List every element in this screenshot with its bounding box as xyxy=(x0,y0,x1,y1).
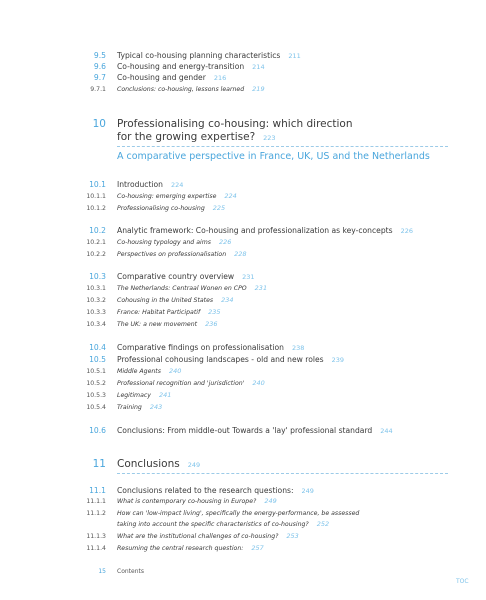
footer-page-number: 15 xyxy=(98,568,106,575)
page-number: 249 xyxy=(187,461,201,469)
title-text: Perspectives on professionalisation xyxy=(117,251,227,258)
title-text: Conclusions related to the research questions: xyxy=(117,486,294,495)
section-title xyxy=(117,309,221,317)
page-number: 216 xyxy=(213,74,227,82)
chapter-number: 10 xyxy=(92,118,106,130)
section-title xyxy=(117,343,304,353)
title-text: What are the institutional challenges of co-housing? xyxy=(117,533,279,540)
section-number: 9.7.1 xyxy=(90,86,106,93)
section-number: 10.2.2 xyxy=(86,251,106,258)
page-number: 240 xyxy=(168,367,182,375)
chapter-number: 11 xyxy=(92,458,106,470)
section-number: 10.1 xyxy=(89,180,106,189)
section-title xyxy=(117,73,226,83)
title-text: Professionalising co-housing xyxy=(117,205,205,212)
section-number: 10.1.2 xyxy=(86,205,106,212)
page-number: 238 xyxy=(291,344,305,352)
section-number: 11.1.2 xyxy=(86,510,106,517)
section-title xyxy=(117,205,225,213)
section-number: 10.6 xyxy=(89,426,106,435)
title-text: Conclusions: co-housing, lessons learned xyxy=(117,86,245,93)
section-number: 11.1.1 xyxy=(86,498,106,505)
page-number: 214 xyxy=(252,63,265,71)
section-title xyxy=(117,226,413,236)
title-text: Co-housing and energy-transition xyxy=(117,62,245,71)
title-text: Co-housing: emerging expertise xyxy=(117,193,217,200)
section-number: 10.2 xyxy=(89,226,106,235)
section-number: 10.4 xyxy=(89,343,106,352)
section-title xyxy=(117,251,247,259)
section-title xyxy=(117,297,234,305)
page-number: 224 xyxy=(171,181,184,189)
title-text: Introduction xyxy=(117,180,163,189)
title-text: Resuming the central research question: xyxy=(117,545,244,552)
title-text: Professional recognition and 'jurisdiction' xyxy=(117,380,245,387)
page-number: 253 xyxy=(286,532,299,540)
section-title xyxy=(117,272,255,282)
section-title xyxy=(117,285,267,293)
page-number: 252 xyxy=(316,520,330,528)
title-text: taking into account the specific characteristics of co-housing? xyxy=(117,521,309,528)
page-number: 239 xyxy=(331,356,345,364)
title-text: Analytic framework: Co-housing and professionalization as key-concepts xyxy=(117,226,393,235)
page-number: 226 xyxy=(218,238,232,246)
section-number: 10.3 xyxy=(89,272,106,281)
section-title xyxy=(117,510,359,517)
section-number: 10.3.3 xyxy=(86,309,106,316)
title-text: Professional cohousing landscapes - old and new roles xyxy=(117,355,324,364)
section-number: 10.5.2 xyxy=(86,380,106,387)
title-text: Cohousing in the United States xyxy=(117,297,214,304)
section-number: 11.1.3 xyxy=(86,533,106,540)
title-text: Comparative country overview xyxy=(117,272,235,281)
section-number: 10.3.4 xyxy=(86,321,106,328)
page-number: 211 xyxy=(288,52,301,60)
section-number: 10.5.3 xyxy=(86,392,106,399)
page-number: 249 xyxy=(301,487,314,495)
title-text: The Netherlands: Centraal Wonen en CPO xyxy=(117,285,247,292)
section-title xyxy=(117,404,162,412)
section-title xyxy=(117,392,171,400)
title-text: How can 'low-impact living', specifically the energy-performance, be assessed xyxy=(117,510,360,517)
section-number: 10.1.1 xyxy=(86,193,106,200)
title-text: Co-housing and gender xyxy=(117,73,206,82)
page-number: 257 xyxy=(251,544,264,552)
section-number: 10.3.1 xyxy=(86,285,106,292)
section-title xyxy=(117,355,344,365)
section-number: 11.1 xyxy=(89,486,106,495)
section-title xyxy=(117,521,329,529)
section-title xyxy=(117,86,265,94)
title-text: What is contemporary co-housing in Europe? xyxy=(117,498,257,505)
section-number: 9.5 xyxy=(93,51,106,60)
section-title xyxy=(117,498,277,506)
title-text: The UK: a new movement xyxy=(117,321,198,328)
chapter-divider xyxy=(117,146,448,147)
page-number: 234 xyxy=(221,296,234,304)
section-title xyxy=(117,533,299,541)
page-number: 240 xyxy=(252,379,265,387)
title-text: France: Habitat Participatif xyxy=(117,309,201,316)
page-number: 231 xyxy=(242,273,255,281)
footer-section: Contents xyxy=(117,568,144,575)
title-text: for the growing expertise? xyxy=(117,131,256,143)
title-text: Co-housing typology and aims xyxy=(117,239,211,246)
section-number: 9.6 xyxy=(93,62,106,71)
section-number: 10.2.1 xyxy=(86,239,106,246)
title-text: Conclusions xyxy=(117,458,180,470)
section-number: 10.5 xyxy=(89,355,106,364)
title-text: Legitimacy xyxy=(117,392,151,399)
title-text: Training xyxy=(117,404,142,411)
section-title xyxy=(117,62,265,72)
page-number: 219 xyxy=(252,85,265,93)
toc-link[interactable]: TOC xyxy=(456,578,469,585)
section-title xyxy=(117,239,231,247)
page-number: 241 xyxy=(158,391,172,399)
title-text: Typical co-housing planning characteristics xyxy=(117,51,281,60)
section-number: 9.7 xyxy=(93,73,106,82)
chapter-subtitle: A comparative perspective in France, UK, US and the Netherlands xyxy=(117,151,430,162)
chapter-title-line1: Professionalising co-housing: which direction xyxy=(117,118,353,130)
section-title xyxy=(117,180,183,190)
page-number: 236 xyxy=(205,320,218,328)
chapter-title-line2 xyxy=(117,131,276,144)
section-number: 10.3.2 xyxy=(86,297,106,304)
title-text: Conclusions: From middle-out Towards a 'lay' professional standard xyxy=(117,426,373,435)
title-text: Middle Agents xyxy=(117,368,161,375)
section-title xyxy=(117,380,265,388)
section-title xyxy=(117,193,237,201)
page-number: 226 xyxy=(400,227,414,235)
page-number: 228 xyxy=(234,250,247,258)
section-number: 11.1.4 xyxy=(86,545,106,552)
section-title xyxy=(117,368,181,376)
section-number: 10.5.4 xyxy=(86,404,106,411)
page-number: 225 xyxy=(212,204,226,212)
page-number: 243 xyxy=(149,403,163,411)
section-title xyxy=(117,486,314,496)
page-number: 244 xyxy=(380,427,393,435)
page-number: 224 xyxy=(224,192,237,200)
page-number: 249 xyxy=(264,497,277,505)
section-number: 10.5.1 xyxy=(86,368,106,375)
page-number: 223 xyxy=(263,134,276,142)
page-number: 235 xyxy=(208,308,221,316)
section-title xyxy=(117,321,218,329)
section-title xyxy=(117,426,393,436)
page-number: 231 xyxy=(254,284,268,292)
section-title xyxy=(117,545,264,553)
title-text: Comparative findings on professionalisation xyxy=(117,343,284,352)
section-title xyxy=(117,51,301,61)
chapter-divider xyxy=(117,473,448,474)
chapter-title xyxy=(117,458,200,471)
